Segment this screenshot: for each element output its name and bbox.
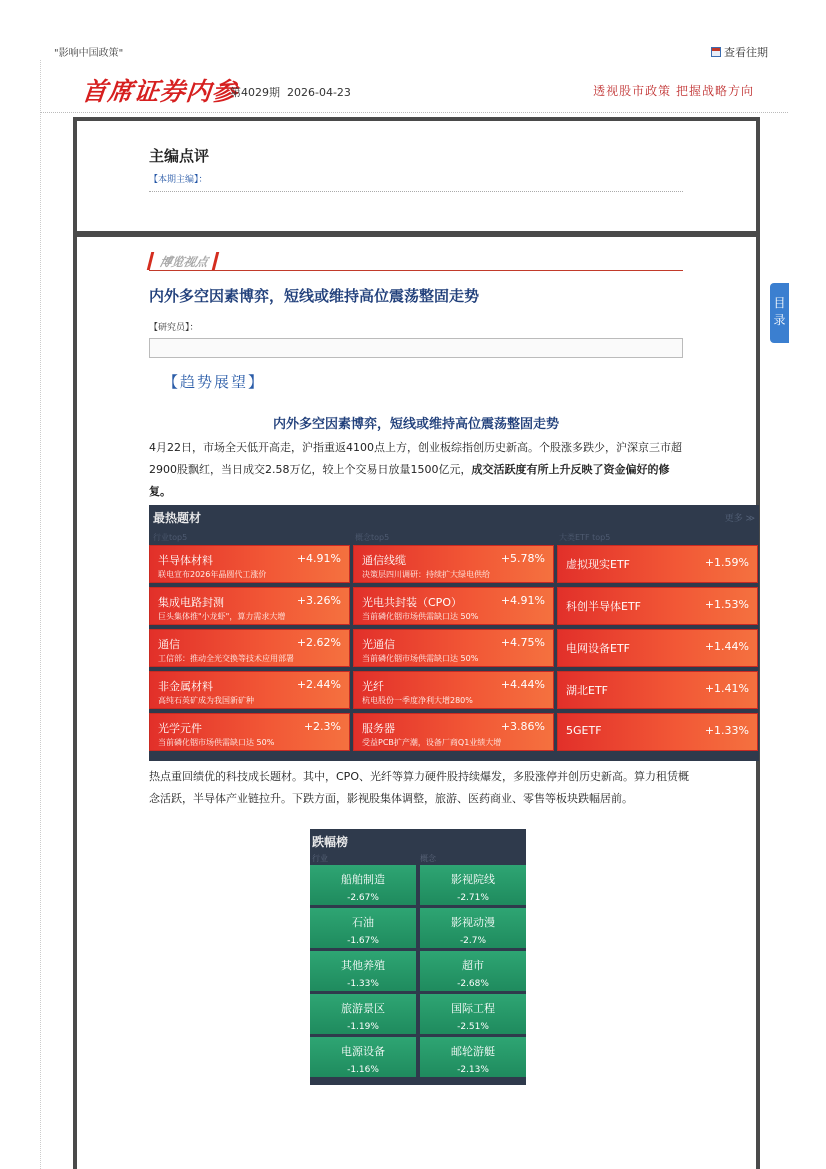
cell-name: 影视院线 <box>451 873 495 886</box>
column-header: 行业top5 <box>153 533 188 542</box>
top-note: "影响中国政策" <box>54 48 124 59</box>
cell-name: 湖北ETF <box>566 684 608 697</box>
cell-desc: 巨头集体推"小龙虾"，算力需求大增 <box>158 612 286 621</box>
loss-cell[interactable] <box>310 1037 416 1077</box>
loss-cell[interactable] <box>310 908 416 948</box>
cell-name: 集成电路封测 <box>158 596 224 609</box>
brand-logo: 首席证券内参 <box>80 77 240 106</box>
cell-name: 虚拟现实ETF <box>566 558 630 571</box>
hot-cell[interactable] <box>149 713 350 751</box>
column-header: 大类ETF top5 <box>559 533 611 542</box>
cell-desc: 联电宣布2026年晶圆代工涨价 <box>158 570 267 579</box>
cell-name: 光学元件 <box>158 722 202 735</box>
article-title: 内外多空因素博弈，短线或维持高位震荡整固走势 <box>149 287 480 305</box>
cell-desc: 当前磷化铟市场供需缺口达 50% <box>158 738 275 747</box>
hot-cell[interactable] <box>353 587 554 625</box>
cell-name: 科创半导体ETF <box>566 600 641 613</box>
hot-themes-panel <box>149 505 759 761</box>
section-tag-label: 博览视点 <box>147 252 220 270</box>
calendar-icon <box>711 47 721 57</box>
cell-pct: -1.16% <box>347 1065 379 1075</box>
hot-cell[interactable] <box>149 545 350 583</box>
cell-pct: +5.78% <box>500 552 545 565</box>
article-section <box>73 233 760 1169</box>
issue-date: 2026-04-23 <box>287 86 351 99</box>
cell-pct: -2.68% <box>457 979 489 989</box>
cell-pct: +4.91% <box>500 594 545 607</box>
loss-cell[interactable] <box>420 1037 526 1077</box>
hot-cell[interactable] <box>149 587 350 625</box>
loss-cell[interactable] <box>420 951 526 991</box>
cell-name: 超市 <box>462 959 484 972</box>
loss-cell[interactable] <box>420 865 526 905</box>
column-header: 概念top5 <box>355 533 390 542</box>
column-header: 行业 <box>312 854 328 863</box>
cell-name: 通信线缆 <box>362 554 406 567</box>
paragraph-text: 4月22日，市场全天低开高走，沪指重返4100点上方，创业板综指创历史新高。个股涨多跌少，沪深京三市超2900股飘红，当日成交2.58万亿，较上个交易日放量1500亿元， <box>149 441 682 476</box>
cell-name: 光通信 <box>362 638 395 651</box>
cell-pct: +1.41% <box>704 682 749 695</box>
cell-pct: +3.86% <box>500 720 545 733</box>
paragraph-bold: 成交活跃度有所上升反映了资金偏好的修复。 <box>149 463 670 498</box>
cell-desc: 决策层四川调研：持续扩大绿电供给 <box>362 570 490 579</box>
losers-title: 跌幅榜 <box>312 835 349 849</box>
issue-info <box>230 84 351 100</box>
cell-name: 其他养殖 <box>341 959 385 972</box>
cell-pct: -2.51% <box>457 1022 489 1032</box>
issue-number: 第4029期 <box>230 86 280 99</box>
cell-pct: -1.33% <box>347 979 379 989</box>
toc-side-tab[interactable]: 目录 <box>770 283 789 343</box>
cell-desc: 工信部：推动全光交换等技术应用部署 <box>158 654 294 663</box>
cell-name: 电网设备ETF <box>566 642 630 655</box>
hot-cell[interactable] <box>557 629 758 667</box>
cell-name: 船舶制造 <box>341 873 385 886</box>
cell-pct: -1.19% <box>347 1022 379 1032</box>
researcher-label: 【研究员】： <box>149 323 199 333</box>
cell-desc: 高纯石英矿成为我国新矿种 <box>158 696 254 705</box>
cell-pct: +2.3% <box>303 720 341 733</box>
left-dotted-guide <box>40 60 41 1169</box>
cell-name: 电源设备 <box>341 1045 385 1058</box>
more-link[interactable]: 更多 ≫ <box>724 514 755 524</box>
editor-title: 主编点评 <box>149 147 210 165</box>
hot-cell[interactable] <box>353 671 554 709</box>
cell-pct: -2.67% <box>347 893 379 903</box>
hot-cell[interactable] <box>353 713 554 751</box>
header-divider <box>40 112 788 113</box>
cell-pct: -2.7% <box>459 936 487 946</box>
hot-cell[interactable] <box>557 587 758 625</box>
cell-name: 通信 <box>158 638 180 651</box>
slogan: 透视股市政策 把握战略方向 <box>593 84 754 98</box>
cell-name: 半导体材料 <box>158 554 213 567</box>
cell-pct: -1.67% <box>347 936 379 946</box>
cell-name: 光电共封装（CPO） <box>362 596 462 609</box>
cell-pct: +1.59% <box>704 556 749 569</box>
cell-pct: -2.13% <box>457 1065 489 1075</box>
cell-name: 5GETF <box>566 724 602 737</box>
cell-pct: -2.71% <box>457 893 489 903</box>
cell-name: 影视动漫 <box>451 916 495 929</box>
hot-cell[interactable] <box>557 671 758 709</box>
cell-name: 非金属材料 <box>158 680 213 693</box>
cell-name: 旅游景区 <box>341 1002 385 1015</box>
loss-cell[interactable] <box>310 994 416 1034</box>
loss-cell[interactable] <box>420 994 526 1034</box>
cell-pct: +4.44% <box>500 678 545 691</box>
cell-name: 邮轮游艇 <box>451 1045 495 1058</box>
cell-pct: +1.44% <box>704 640 749 653</box>
loss-cell[interactable] <box>310 865 416 905</box>
cell-pct: +4.91% <box>296 552 341 565</box>
losers-grid <box>310 865 526 1077</box>
paragraph <box>149 437 689 503</box>
hot-cell[interactable] <box>149 671 350 709</box>
column-header: 概念 <box>420 854 436 863</box>
cell-pct: +4.75% <box>500 636 545 649</box>
divider <box>149 191 683 192</box>
cell-name: 光纤 <box>362 680 384 693</box>
hot-cell[interactable] <box>353 629 554 667</box>
archive-label: 查看往期 <box>724 46 768 59</box>
editor-section <box>73 117 760 235</box>
hot-grid <box>149 545 758 751</box>
cell-desc: 受益PCB扩产潮，设备厂商Q1业绩大增 <box>362 738 502 747</box>
editor-label: 【本期主编】： <box>149 175 208 185</box>
cell-pct: +3.26% <box>296 594 341 607</box>
cell-pct: +1.53% <box>704 598 749 611</box>
loss-cell[interactable] <box>420 908 526 948</box>
cell-desc: 杭电股份一季度净利大增280% <box>362 696 473 705</box>
cell-pct: +2.44% <box>296 678 341 691</box>
hot-cell[interactable] <box>149 629 350 667</box>
archive-link[interactable] <box>711 44 768 60</box>
loss-cell[interactable] <box>310 951 416 991</box>
cell-name: 国际工程 <box>451 1002 495 1015</box>
cell-desc: 当前磷化铟市场供需缺口达 50% <box>362 612 479 621</box>
cell-pct: +1.33% <box>704 724 749 737</box>
trend-title: 内外多空因素博弈，短线或维持高位震荡整固走势 <box>272 417 559 432</box>
hot-cell[interactable] <box>353 545 554 583</box>
losers-panel <box>310 829 526 1085</box>
cell-desc: 当前磷化铟市场供需缺口达 50% <box>362 654 479 663</box>
paragraph: 热点重回绩优的科技成长题材。其中，CPO、光纤等算力硬件股持续爆发，多股涨停并创历史新高。算力租赁概念活跃，半导体产业链拉升。下跌方面，影视股集体调整，旅游、医药商业、零售等板块跌幅居前。 <box>149 770 689 805</box>
cell-name: 石油 <box>352 916 374 929</box>
section-tag <box>149 251 683 271</box>
cell-pct: +2.62% <box>296 636 341 649</box>
cell-name: 服务器 <box>362 722 395 735</box>
researcher-box <box>149 338 683 358</box>
trend-heading: 【趋势展望】 <box>163 373 266 391</box>
hot-cell[interactable] <box>557 713 758 751</box>
hot-panel-title: 最热题材 <box>153 511 202 525</box>
hot-cell[interactable] <box>557 545 758 583</box>
